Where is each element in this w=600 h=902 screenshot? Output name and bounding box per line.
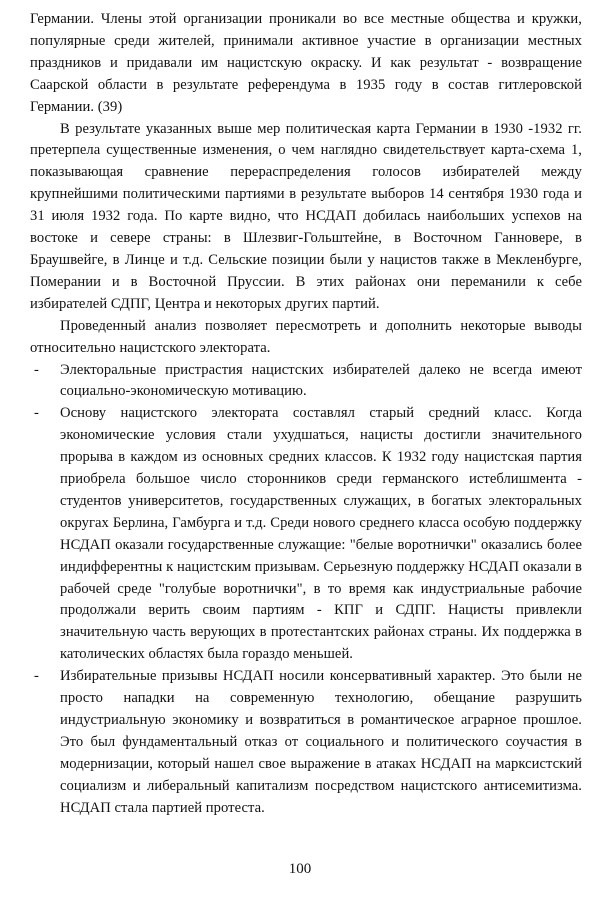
- list-dash-marker: -: [34, 405, 39, 422]
- paragraph-analysis-intro: Проведенный анализ позволяет пересмотреть и дополнить некоторые выводы относительно нацистского электората.: [30, 317, 582, 356]
- list-item-text: Избирательные призывы НСДАП носили консервативный характер. Это были не просто нападки на современную технологию, обещание разрушить индустриальную экономику и возвратиться в романтическое аграрное прошлое. Это был фундаментальный отказ от социального и политического соучастия в модернизации, который нашел свое выражение в атаках НСДАП на марксистский социализм и либеральный капитализм посредством нацистского антисемитизма. НСДАП стала партией протеста.: [60, 668, 582, 816]
- list-item: [30, 403, 582, 666]
- list-item-text: Электоральные пристрастия нацистских избирателей далеко не всегда имеют социально-экономическую мотивацию.: [60, 361, 582, 400]
- list-item: [30, 666, 582, 819]
- paragraph-political-map: В результате указанных выше мер политическая карта Германии в 1930 -1932 гг. претерпела существенные изменения, о чем наглядно свидетельствует карта-схема 1, показывающая сравнение перераспределения голосов избирателей между крупнейшими политическими партиями в результате выборов 14 сентября 1930 года и 31 июля 1932 года. По карте видно, что НСДАП добилась наибольших успехов на востоке и севере страны: в Шлезвиг-Гольштейне, в Восточном Ганновере, в Браушвейге, в Линце и т.д. Сельские позиции были у нацистов также в Мекленбурге, Померании и в Восточной Пруссии. В этих районах они переманили к себе избирателей СДПГ, Центра и некоторых других партий.: [30, 120, 582, 312]
- list-item: [30, 360, 582, 404]
- paragraph-continuation: Германии. Члены этой организации проникали во все местные общества и кружки, популярные среди жителей, принимали активное участие в организации местных праздников и придавали им нацистскую окраску. И как результат - возвращение Саарской области в результате референдума в 1935 году в состав гитлеровской Германии. (39): [30, 11, 582, 115]
- list-item-text: Основу нацистского электората составлял старый средний класс. Когда экономические условия стали ухудшаться, нацисты достигли значительного прорыва в каждом из основных средних классов. К 1932 году нацистская партия приобрела большое число сторонников среди германского истеблишмента - студентов университетов, государственных служащих, в богатых электоральных округах Берлина, Гамбурга и т.д. Среди нового среднего класса особую поддержку НСДАП оказали государственные служащие: "белые воротнички" оказались более индифферентны к нацистским призывам. Серьезную поддержку НСДАП оказали в рабочей среде "голубые воротнички", в то время как индустриальные рабочие продолжали верить своим партиям - КПГ и СДПГ. Нацисты привлекли значительную часть верующих в протестантских районах страны. Их поддержка в католических областях была гораздо меньшей.: [60, 405, 582, 663]
- list-dash-marker: -: [34, 361, 39, 378]
- list-dash-marker: -: [34, 668, 39, 685]
- page-number: 100: [288, 861, 312, 877]
- conclusions-list: [30, 360, 582, 820]
